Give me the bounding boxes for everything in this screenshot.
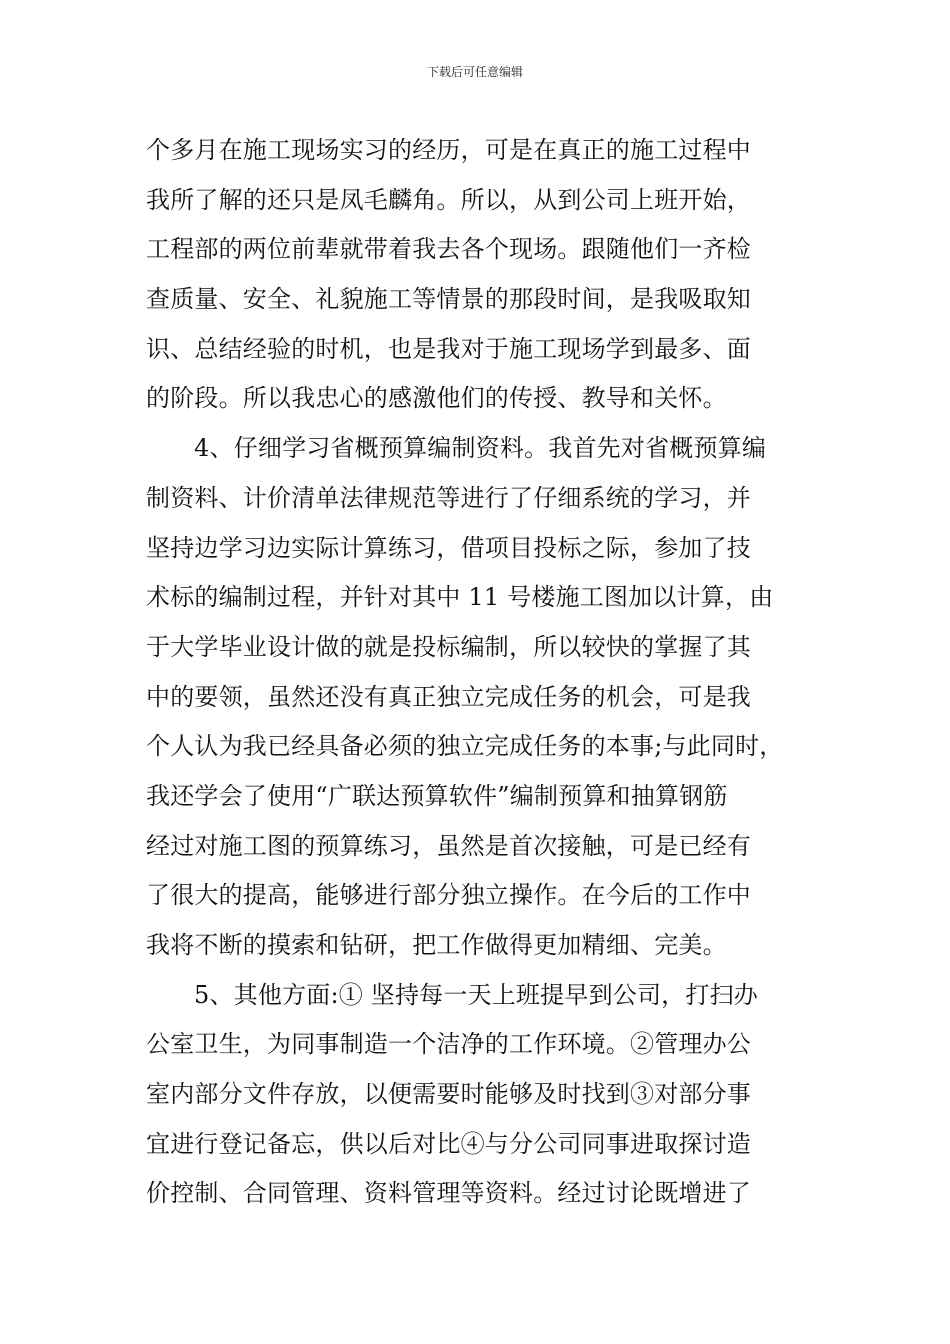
text-line: 我还学会了使用“广联达预算软件”编制预算和抽算钢筋 — [146, 781, 728, 810]
text-line: 了很大的提高，能够进行部分独立操作。在今后的工作中 — [146, 881, 751, 910]
page-header: 下载后可任意编辑 — [426, 65, 523, 79]
text-line: 个人认为我已经具备必须的独立完成任务的本事;与此同时， — [146, 732, 784, 761]
text-line: 工程部的两位前辈就带着我去各个现场。跟随他们一齐检 — [146, 235, 751, 264]
paragraph-start-line: 5、其他方面:① 坚持每一天上班提早到公司，打扫办 — [194, 980, 758, 1009]
text-line: 查质量、安全、礼貌施工等情景的那段时间，是我吸取知 — [146, 285, 751, 314]
text-line: 中的要领，虽然还没有真正独立完成任务的机会，可是我 — [146, 682, 751, 711]
text-line: 坚持边学习边实际计算练习，借项目投标之际，参加了技 — [146, 533, 751, 562]
text-line: 公室卫生，为同事制造一个洁净的工作环境。②管理办公 — [146, 1030, 751, 1059]
text-line: 术标的编制过程，并针对其中 11 号楼施工图加以计算，由 — [146, 583, 774, 612]
text-line: 价控制、合同管理、资料管理等资料。经过讨论既增进了 — [146, 1179, 751, 1208]
text-line: 的阶段。所以我忠心的感激他们的传授、教导和关怀。 — [146, 384, 727, 413]
document-body — [146, 126, 836, 1219]
text-line: 于大学毕业设计做的就是投标编制，所以较快的掌握了其 — [146, 632, 751, 661]
paragraph-start-line: 4、仔细学习省概预算编制资料。我首先对省概预算编 — [194, 434, 767, 463]
text-line: 制资料、计价清单法律规范等进行了仔细系统的学习，并 — [146, 483, 751, 512]
text-line: 宜进行登记备忘，供以后对比④与分公司同事进取探讨造 — [146, 1129, 751, 1158]
text-line: 个多月在施工现场实习的经历，可是在真正的施工过程中 — [146, 136, 751, 164]
text-line: 室内部分文件存放，以便需要时能够及时找到③对部分事 — [146, 1080, 751, 1109]
text-line: 经过对施工图的预算练习，虽然是首次接触，可是已经有 — [146, 831, 751, 860]
text-line: 我将不断的摸索和钻研，把工作做得更加精细、完美。 — [146, 931, 727, 959]
text-line: 识、总结经验的时机，也是我对于施工现场学到最多、面 — [146, 334, 751, 363]
text-line: 我所了解的还只是凤毛麟角。所以，从到公司上班开始， — [146, 185, 751, 214]
